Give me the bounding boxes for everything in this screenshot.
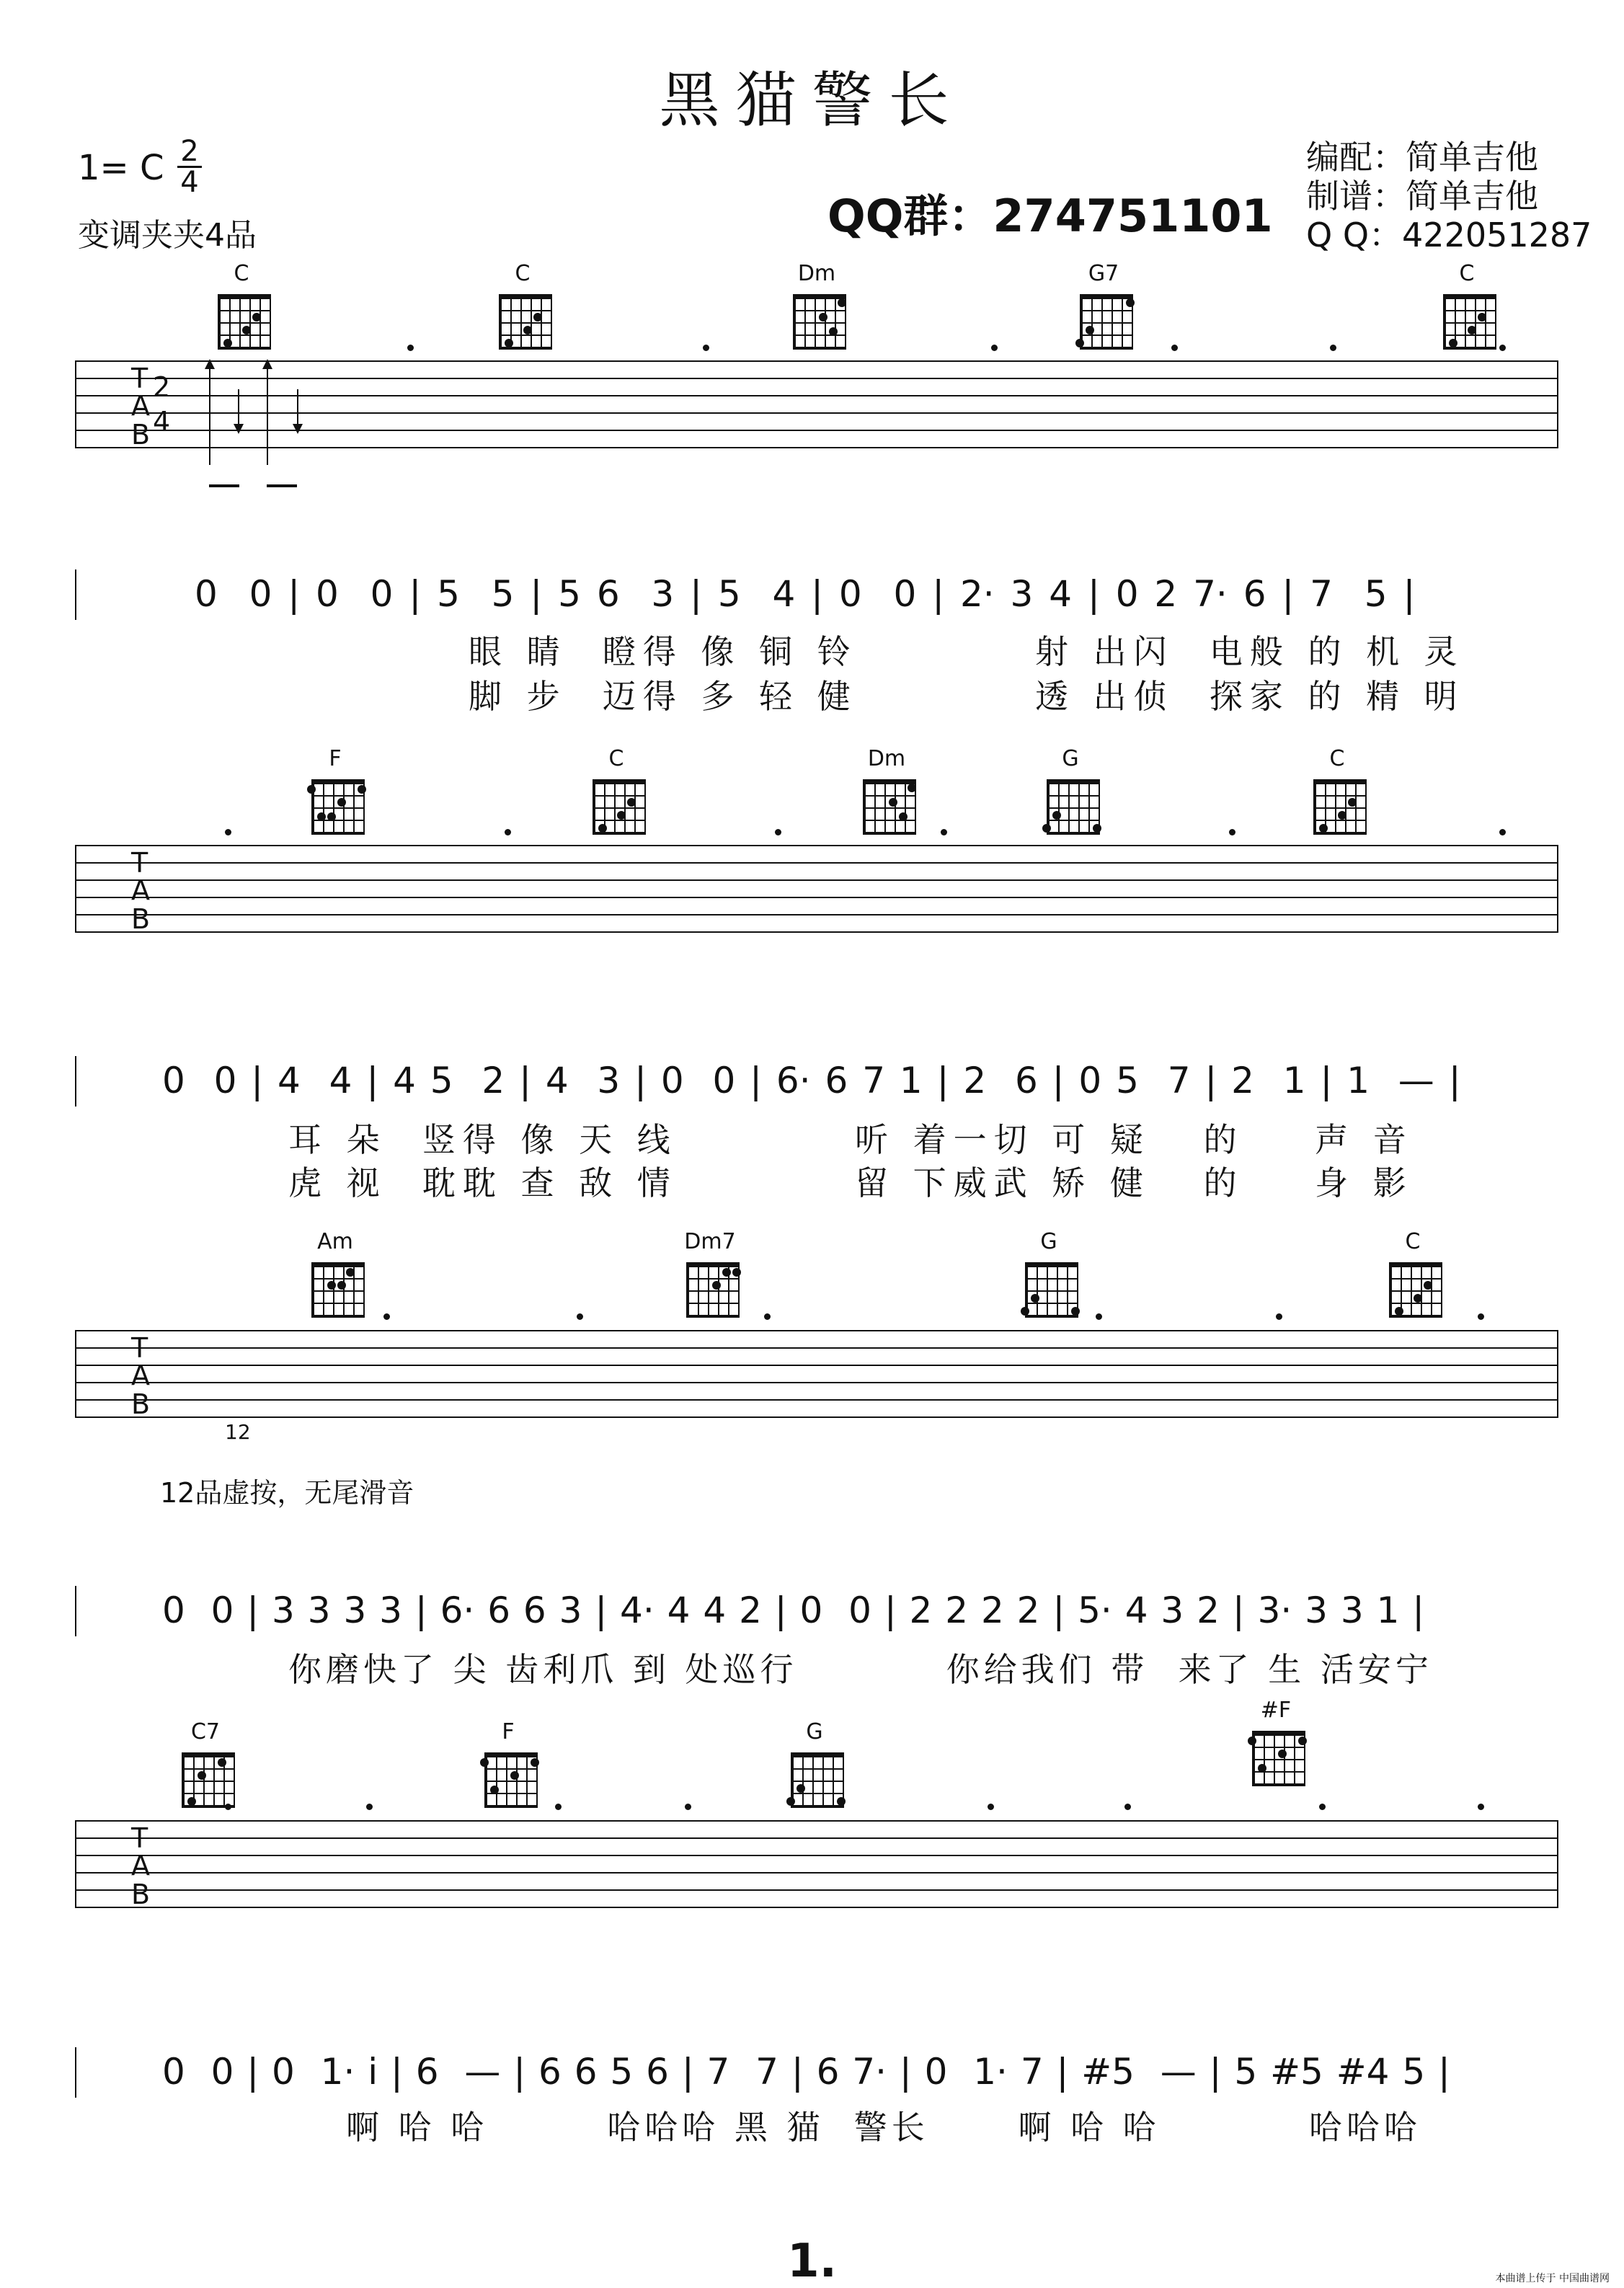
chord-diagram (476, 1719, 541, 1813)
lyrics-verse-1: 耳 朵 竖得 像 天 线 听 着一切 可 疑 的 声 音 (288, 1120, 1414, 1159)
lyrics-verse-1: 眼 睛 瞪得 像 铜 铃 射 出闪 电般 的 机 灵 (469, 632, 1465, 671)
chord-diagram (173, 1719, 238, 1813)
lyrics-verse-2: 虎 视 耽耽 查 敌 情 留 下威武 矫 健 的 身 影 (288, 1163, 1414, 1202)
chord-name: Am (317, 1229, 353, 1254)
chord-name: C (1459, 261, 1475, 286)
numbered-notation: 0 0 | 3 3 3 3 | 6· 6 6 3 | 4· 4 4 2 | 0 0 | 2 2 2 2 | 5· 4 3 2 | 3· 3 3 1 | (162, 1589, 1425, 1631)
chord-diagram (1243, 1698, 1308, 1791)
numbered-notation: 0 0 | 0 1· i | 6 — | 6 6 5 6 | 7 7 | 6 7· | 0 1· 7 | #5 — | 5 #5 #4 5 | (162, 2051, 1450, 2093)
chord-name: Dm (867, 746, 906, 771)
qq-contact: Q Q：422051287 (1306, 216, 1592, 254)
chord-name: C (234, 261, 249, 286)
key-signature: 1= C (78, 148, 164, 188)
time-numerator: 2 (177, 137, 202, 168)
numbered-notation: 0 0 | 4 4 | 4 5 2 | 4 3 | 0 0 | 6· 6 7 1 | 2 6 | 0 5 7 | 2 1 | 1 — | (162, 1060, 1461, 1101)
chord-name: F (329, 746, 342, 771)
chord-name: C (1329, 746, 1345, 771)
site-footer: 本曲谱上传于 中国曲谱网 (1495, 2273, 1610, 2284)
lyrics-verse-1: 你磨快了 尖 齿利爪 到 处巡行 你给我们 带 来了 生 活安宁 (288, 1650, 1433, 1689)
chord-name: G7 (1088, 261, 1119, 286)
transcriber-credit: 制谱：简单吉他 (1306, 177, 1538, 216)
page-number: 1. (787, 2235, 837, 2288)
chord-name: G (1062, 746, 1079, 771)
chord-name: C (515, 261, 531, 286)
lyrics-verse-1: 啊 哈 哈 哈哈哈 黑 猫 警长 啊 哈 哈 哈哈哈 (346, 2108, 1421, 2147)
tab-staff: T A B (75, 1820, 1558, 1907)
arranger-credit: 编配：简单吉他 (1306, 138, 1538, 177)
chord-name: Dm (797, 261, 836, 286)
chord-name: G (1040, 1229, 1057, 1254)
chord-name: C (608, 746, 624, 771)
chord-name: F (502, 1719, 515, 1744)
fret-number: 12 (225, 1420, 251, 1444)
chord-name: #F (1260, 1698, 1292, 1723)
time-denominator: 4 (180, 166, 199, 199)
lyrics-verse-2: 脚 步 迈得 多 轻 健 透 出侦 探家 的 精 明 (469, 677, 1465, 716)
chord-name: Dm7 (684, 1229, 736, 1254)
chord-diagram (782, 1719, 847, 1813)
capo-note: 变调夹夹4品 (78, 217, 257, 254)
chord-name: G (806, 1719, 823, 1744)
numbered-notation: 0 0 | 0 0 | 5 5 | 5 6 3 | 5 4 | 0 0 | 2· 3 4 | 0 2 7· 6 | 7 5 | (195, 573, 1416, 615)
playing-note: 12品虚按，无尾滑音 (160, 1477, 414, 1509)
chord-name: C7 (190, 1719, 221, 1744)
chord-name: C (1405, 1229, 1421, 1254)
tab-staff: T A B (75, 845, 1558, 931)
tab-staff: T A B 2 4 (75, 360, 1558, 447)
tab-staff: T A B (75, 1330, 1558, 1416)
song-title: 黑猫警长 (659, 65, 965, 136)
qq-group: QQ群：274751101 (827, 190, 1273, 242)
